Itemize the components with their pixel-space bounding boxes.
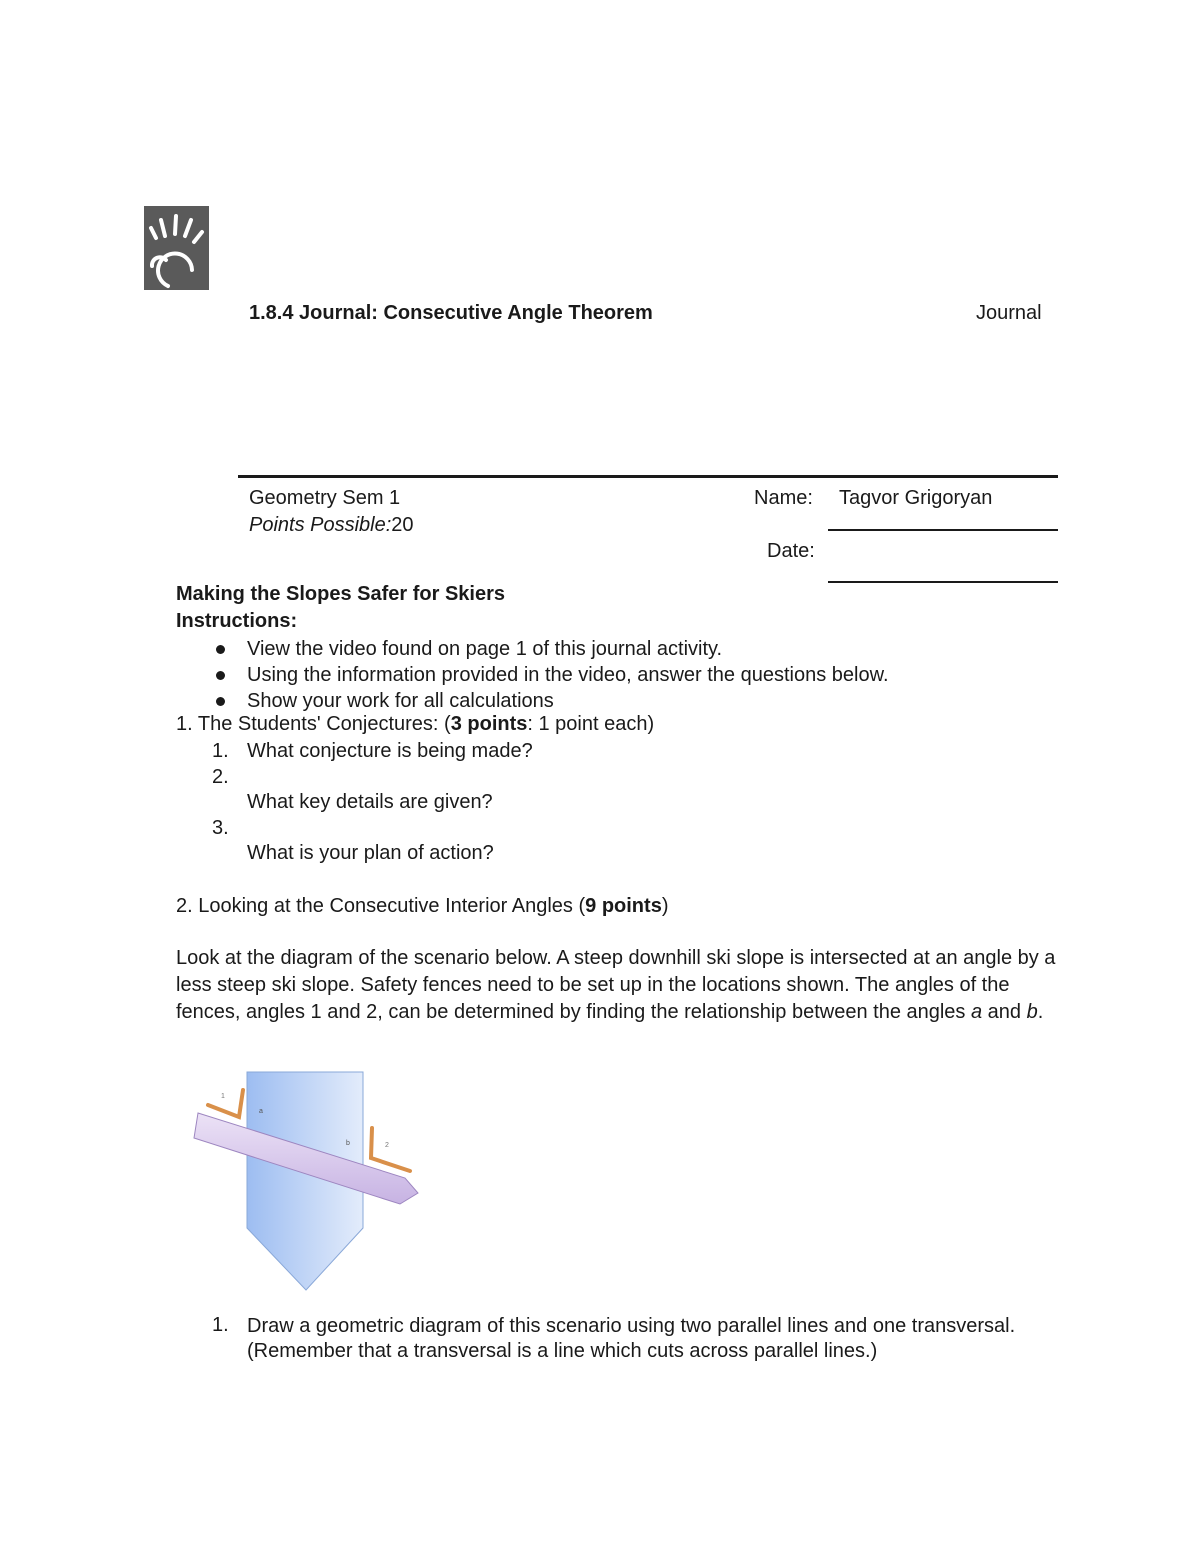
question-1-points: 3 points [450,713,528,735]
date-label: Date: [767,540,815,562]
question-2-heading [176,895,668,918]
logo-icon [144,206,209,290]
variable-a: a [971,1001,983,1023]
question-1-item-text: What is your plan of action? [247,842,494,864]
angle-2-label: 2 [385,1142,389,1149]
list-item: View the video found on page 1 of this journal activity. [214,636,889,662]
instructions-label: Instructions: [176,610,298,632]
question-2-prefix: 2. Looking at the Consecutive Interior Angles ( [176,895,586,917]
points-possible-value: 20 [391,514,414,536]
list-item: Show your work for all calculations [214,688,889,714]
question-2-item-number: 1. [212,1314,229,1336]
scenario-and: and [982,1001,1027,1023]
question-2-points: 9 points [585,895,662,917]
question-1-prefix: 1. The Students' Conjectures: ( [176,713,451,735]
scenario-period: . [1037,1001,1044,1023]
fence-1 [208,1090,243,1117]
question-2-item-text: Draw a geometric diagram of this scenario using two parallel lines and one transversal. (Remember that a transversal is a line which cuts across parallel lines.) [247,1315,1016,1362]
question-1-suffix: : 1 point each) [527,713,655,735]
ski-slope-diagram [190,1068,425,1293]
question-1-heading [176,713,654,736]
date-field[interactable] [828,581,1058,583]
question-1-item-text: What key details are given? [247,791,493,813]
name-underline [828,529,1058,531]
instructions-list [214,636,889,714]
list-item: Using the information provided in the video, answer the questions below. [214,662,889,688]
question-1-item-text: What conjecture is being made? [247,740,533,762]
angle-1-label: 1 [221,1093,225,1100]
variable-b: b [1026,1001,1038,1023]
fence-2 [371,1128,410,1171]
scenario-paragraph [176,945,1056,1026]
name-label: Name: [754,487,813,509]
angle-b-label: b [346,1140,350,1147]
journal-title: 1.8.4 Journal: Consecutive Angle Theorem [249,302,653,324]
header-divider [238,475,1058,478]
question-2-suffix: ) [661,895,669,917]
question-1-item-number: 3. [212,817,229,839]
section-heading: Making the Slopes Safer for Skiers [176,583,505,605]
course-name: Geometry Sem 1 [249,487,401,509]
scenario-text: Look at the diagram of the scenario below. A steep downhill ski slope is intersected at an angle by a less steep ski slope. Safety fences need to be set up in the locations shown. The angles of the fences, angles 1 and 2, can be determined by finding the relationship between the angles [176,947,1056,1023]
document-type-label: Journal [976,302,1042,324]
angle-a-label: a [259,1108,263,1115]
question-1-item-number: 2. [212,766,229,788]
question-1-item-number: 1. [212,740,229,762]
points-possible-label: Points Possible: [249,514,392,536]
name-field[interactable]: Tagvor Grigoryan [839,487,993,509]
points-possible [249,514,414,537]
